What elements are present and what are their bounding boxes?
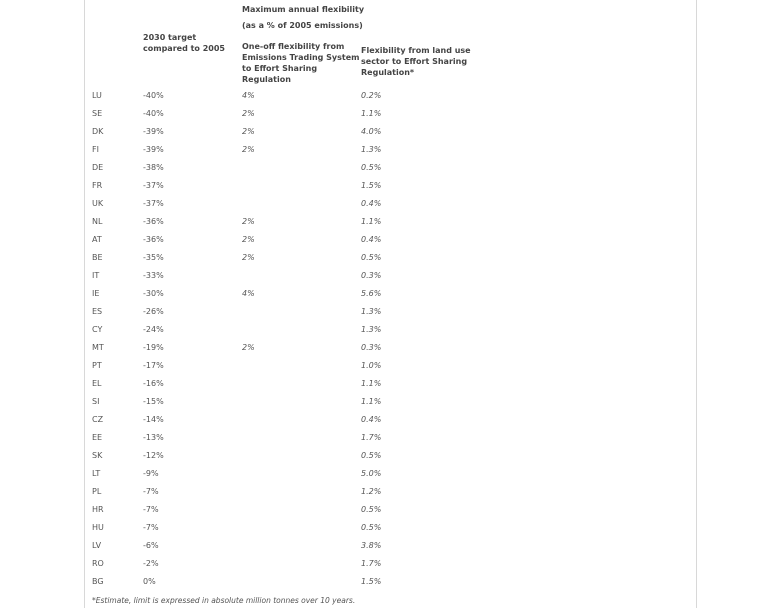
country-cell: SI — [92, 397, 100, 406]
table-row — [0, 487, 768, 505]
land-cell: 1.3% — [361, 325, 382, 334]
country-cell: ES — [92, 307, 103, 316]
country-cell: DE — [92, 163, 104, 172]
land-cell: 1.1% — [361, 379, 382, 388]
table-row — [0, 127, 768, 145]
land-cell: 1.1% — [361, 217, 382, 226]
table-row — [0, 307, 768, 325]
land-cell: 0.5% — [361, 523, 382, 532]
land-cell: 0.4% — [361, 415, 382, 424]
land-cell: 1.5% — [361, 181, 382, 190]
target-cell: -19% — [143, 343, 164, 352]
table-row — [0, 325, 768, 343]
target-cell: -36% — [143, 217, 164, 226]
land-cell: 1.3% — [361, 307, 382, 316]
target-cell: -7% — [143, 505, 159, 514]
target-header: 2030 target compared to 2005 — [143, 33, 225, 53]
country-cell: FR — [92, 181, 103, 190]
land-cell: 0.4% — [361, 235, 382, 244]
land-cell: 5.6% — [361, 289, 382, 298]
land-cell: 1.1% — [361, 397, 382, 406]
land-cell: 0.5% — [361, 505, 382, 514]
pct-emissions-header: (as a % of 2005 emissions) — [242, 21, 363, 30]
land-cell: 5.0% — [361, 469, 382, 478]
target-cell: -14% — [143, 415, 164, 424]
country-cell: BG — [92, 577, 104, 586]
target-cell: -38% — [143, 163, 164, 172]
target-cell: -39% — [143, 127, 164, 136]
land-cell: 1.3% — [361, 145, 382, 154]
land-cell: 1.7% — [361, 559, 382, 568]
target-cell: -13% — [143, 433, 164, 442]
target-cell: -7% — [143, 523, 159, 532]
land-header: Flexibility from land use sector to Effort Sharing Regulation* — [361, 46, 471, 77]
country-cell: IE — [92, 289, 100, 298]
country-cell: EE — [92, 433, 103, 442]
target-cell: -16% — [143, 379, 164, 388]
land-cell: 0.3% — [361, 343, 382, 352]
oneoff-cell: 2% — [242, 343, 255, 352]
country-cell: PL — [92, 487, 102, 496]
table-row — [0, 559, 768, 577]
land-cell: 0.5% — [361, 451, 382, 460]
table-row — [0, 163, 768, 181]
country-cell: HR — [92, 505, 104, 514]
table-row — [0, 415, 768, 433]
table-row — [0, 235, 768, 253]
country-cell: LV — [92, 541, 102, 550]
oneoff-cell: 2% — [242, 235, 255, 244]
land-cell: 0.4% — [361, 199, 382, 208]
table-row — [0, 343, 768, 361]
land-cell: 0.3% — [361, 271, 382, 280]
oneoff-cell: 4% — [242, 289, 255, 298]
target-cell: -39% — [143, 145, 164, 154]
table-row — [0, 469, 768, 487]
table-row — [0, 397, 768, 415]
target-cell: -12% — [143, 451, 164, 460]
land-cell: 0.5% — [361, 163, 382, 172]
land-cell: 1.2% — [361, 487, 382, 496]
oneoff-cell: 4% — [242, 91, 255, 100]
table-row — [0, 109, 768, 127]
country-cell: LU — [92, 91, 102, 100]
table-row — [0, 217, 768, 235]
target-cell: -30% — [143, 289, 164, 298]
table-row — [0, 289, 768, 307]
target-cell: -40% — [143, 109, 164, 118]
table-row — [0, 181, 768, 199]
country-cell: PT — [92, 361, 102, 370]
table-row — [0, 433, 768, 451]
table-row — [0, 577, 768, 595]
target-cell: -33% — [143, 271, 164, 280]
max-flex-header: Maximum annual flexibility — [242, 5, 365, 14]
country-cell: AT — [92, 235, 102, 244]
country-cell: LT — [92, 469, 101, 478]
target-cell: -40% — [143, 91, 164, 100]
country-cell: SK — [92, 451, 103, 460]
land-cell: 1.5% — [361, 577, 382, 586]
target-cell: -17% — [143, 361, 164, 370]
country-cell: MT — [92, 343, 104, 352]
table-row — [0, 199, 768, 217]
land-cell: 1.7% — [361, 433, 382, 442]
target-cell: -26% — [143, 307, 164, 316]
table-row — [0, 505, 768, 523]
country-cell: CZ — [92, 415, 104, 424]
target-cell: -36% — [143, 235, 164, 244]
country-cell: SE — [92, 109, 103, 118]
footnote: *Estimate, limit is expressed in absolute million tonnes over 10 years. — [92, 596, 356, 605]
land-cell: 0.2% — [361, 91, 382, 100]
country-cell: CY — [92, 325, 103, 334]
country-cell: EL — [92, 379, 102, 388]
target-cell: -2% — [143, 559, 159, 568]
land-cell: 1.1% — [361, 109, 382, 118]
target-cell: -24% — [143, 325, 164, 334]
target-cell: -7% — [143, 487, 159, 496]
oneoff-cell: 2% — [242, 127, 255, 136]
country-cell: HU — [92, 523, 104, 532]
land-cell: 0.5% — [361, 253, 382, 262]
oneoff-cell: 2% — [242, 109, 255, 118]
country-cell: DK — [92, 127, 104, 136]
target-cell: -6% — [143, 541, 159, 550]
oneoff-cell: 2% — [242, 253, 255, 262]
table-row — [0, 451, 768, 469]
country-cell: RO — [92, 559, 104, 568]
table-row — [0, 271, 768, 289]
country-cell: NL — [92, 217, 103, 226]
oneoff-cell: 2% — [242, 145, 255, 154]
country-cell: IT — [92, 271, 100, 280]
land-cell: 1.0% — [361, 361, 382, 370]
table-row — [0, 541, 768, 559]
land-cell: 3.8% — [361, 541, 382, 550]
target-cell: -37% — [143, 199, 164, 208]
target-cell: -15% — [143, 397, 164, 406]
table-row — [0, 145, 768, 163]
oneoff-header: One-off flexibility from Emissions Trading System to Effort Sharing Regulation — [242, 42, 360, 84]
target-cell: -37% — [143, 181, 164, 190]
table-row — [0, 379, 768, 397]
table-row — [0, 361, 768, 379]
country-cell: UK — [92, 199, 104, 208]
table-row — [0, 523, 768, 541]
country-cell: BE — [92, 253, 103, 262]
table-row — [0, 253, 768, 271]
target-cell: 0% — [143, 577, 156, 586]
target-cell: -9% — [143, 469, 159, 478]
table-row — [0, 91, 768, 109]
target-cell: -35% — [143, 253, 164, 262]
oneoff-cell: 2% — [242, 217, 255, 226]
land-cell: 4.0% — [361, 127, 382, 136]
country-cell: FI — [92, 145, 99, 154]
